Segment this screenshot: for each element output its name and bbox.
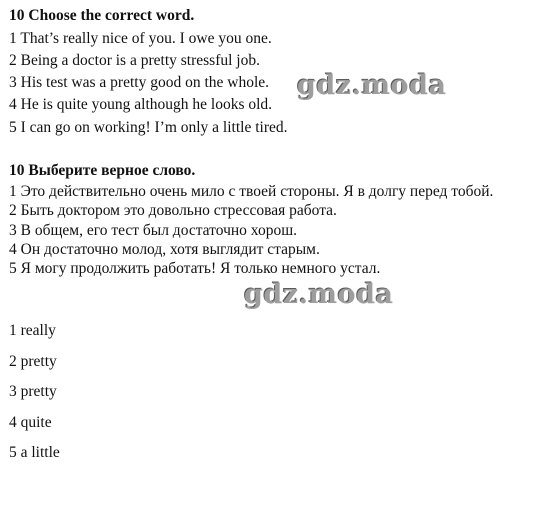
watermark-logo: gdz.moda <box>297 70 447 101</box>
english-sentence-2: 2 Being a doctor is a pretty stressful job. <box>9 52 260 69</box>
russian-sentence-3: 3 В общем, его тест был достаточно хорош. <box>9 222 297 239</box>
russian-sentence-1: 1 Это действительно очень мило с твоей стороны. Я в долгу перед тобой. <box>9 183 494 200</box>
answer-4: 4 quite <box>9 414 52 431</box>
watermark-logo: gdz.moda <box>244 279 394 310</box>
russian-sentence-4: 4 Он достаточно молод, хотя выглядит старым. <box>9 241 320 258</box>
english-sentence-3: 3 His test was a pretty good on the whole. <box>9 74 270 91</box>
answer-1: 1 really <box>9 322 56 339</box>
english-sentence-1: 1 That’s really nice of you. I owe you one. <box>9 30 272 47</box>
answer-2: 2 pretty <box>9 353 57 370</box>
english-sentence-4: 4 He is quite young although he looks old. <box>9 96 273 113</box>
english-title: 10 Choose the correct word. <box>9 7 195 24</box>
answer-3: 3 pretty <box>9 383 57 400</box>
answer-5: 5 a little <box>9 444 60 461</box>
russian-sentence-5: 5 Я могу продолжить работать! Я только немного устал. <box>9 260 381 277</box>
english-sentence-5: 5 I can go on working! I’m only a little tired. <box>9 119 288 136</box>
russian-title: 10 Выберите верное слово. <box>9 162 196 179</box>
russian-sentence-2: 2 Быть доктором это довольно стрессовая работа. <box>9 202 337 219</box>
